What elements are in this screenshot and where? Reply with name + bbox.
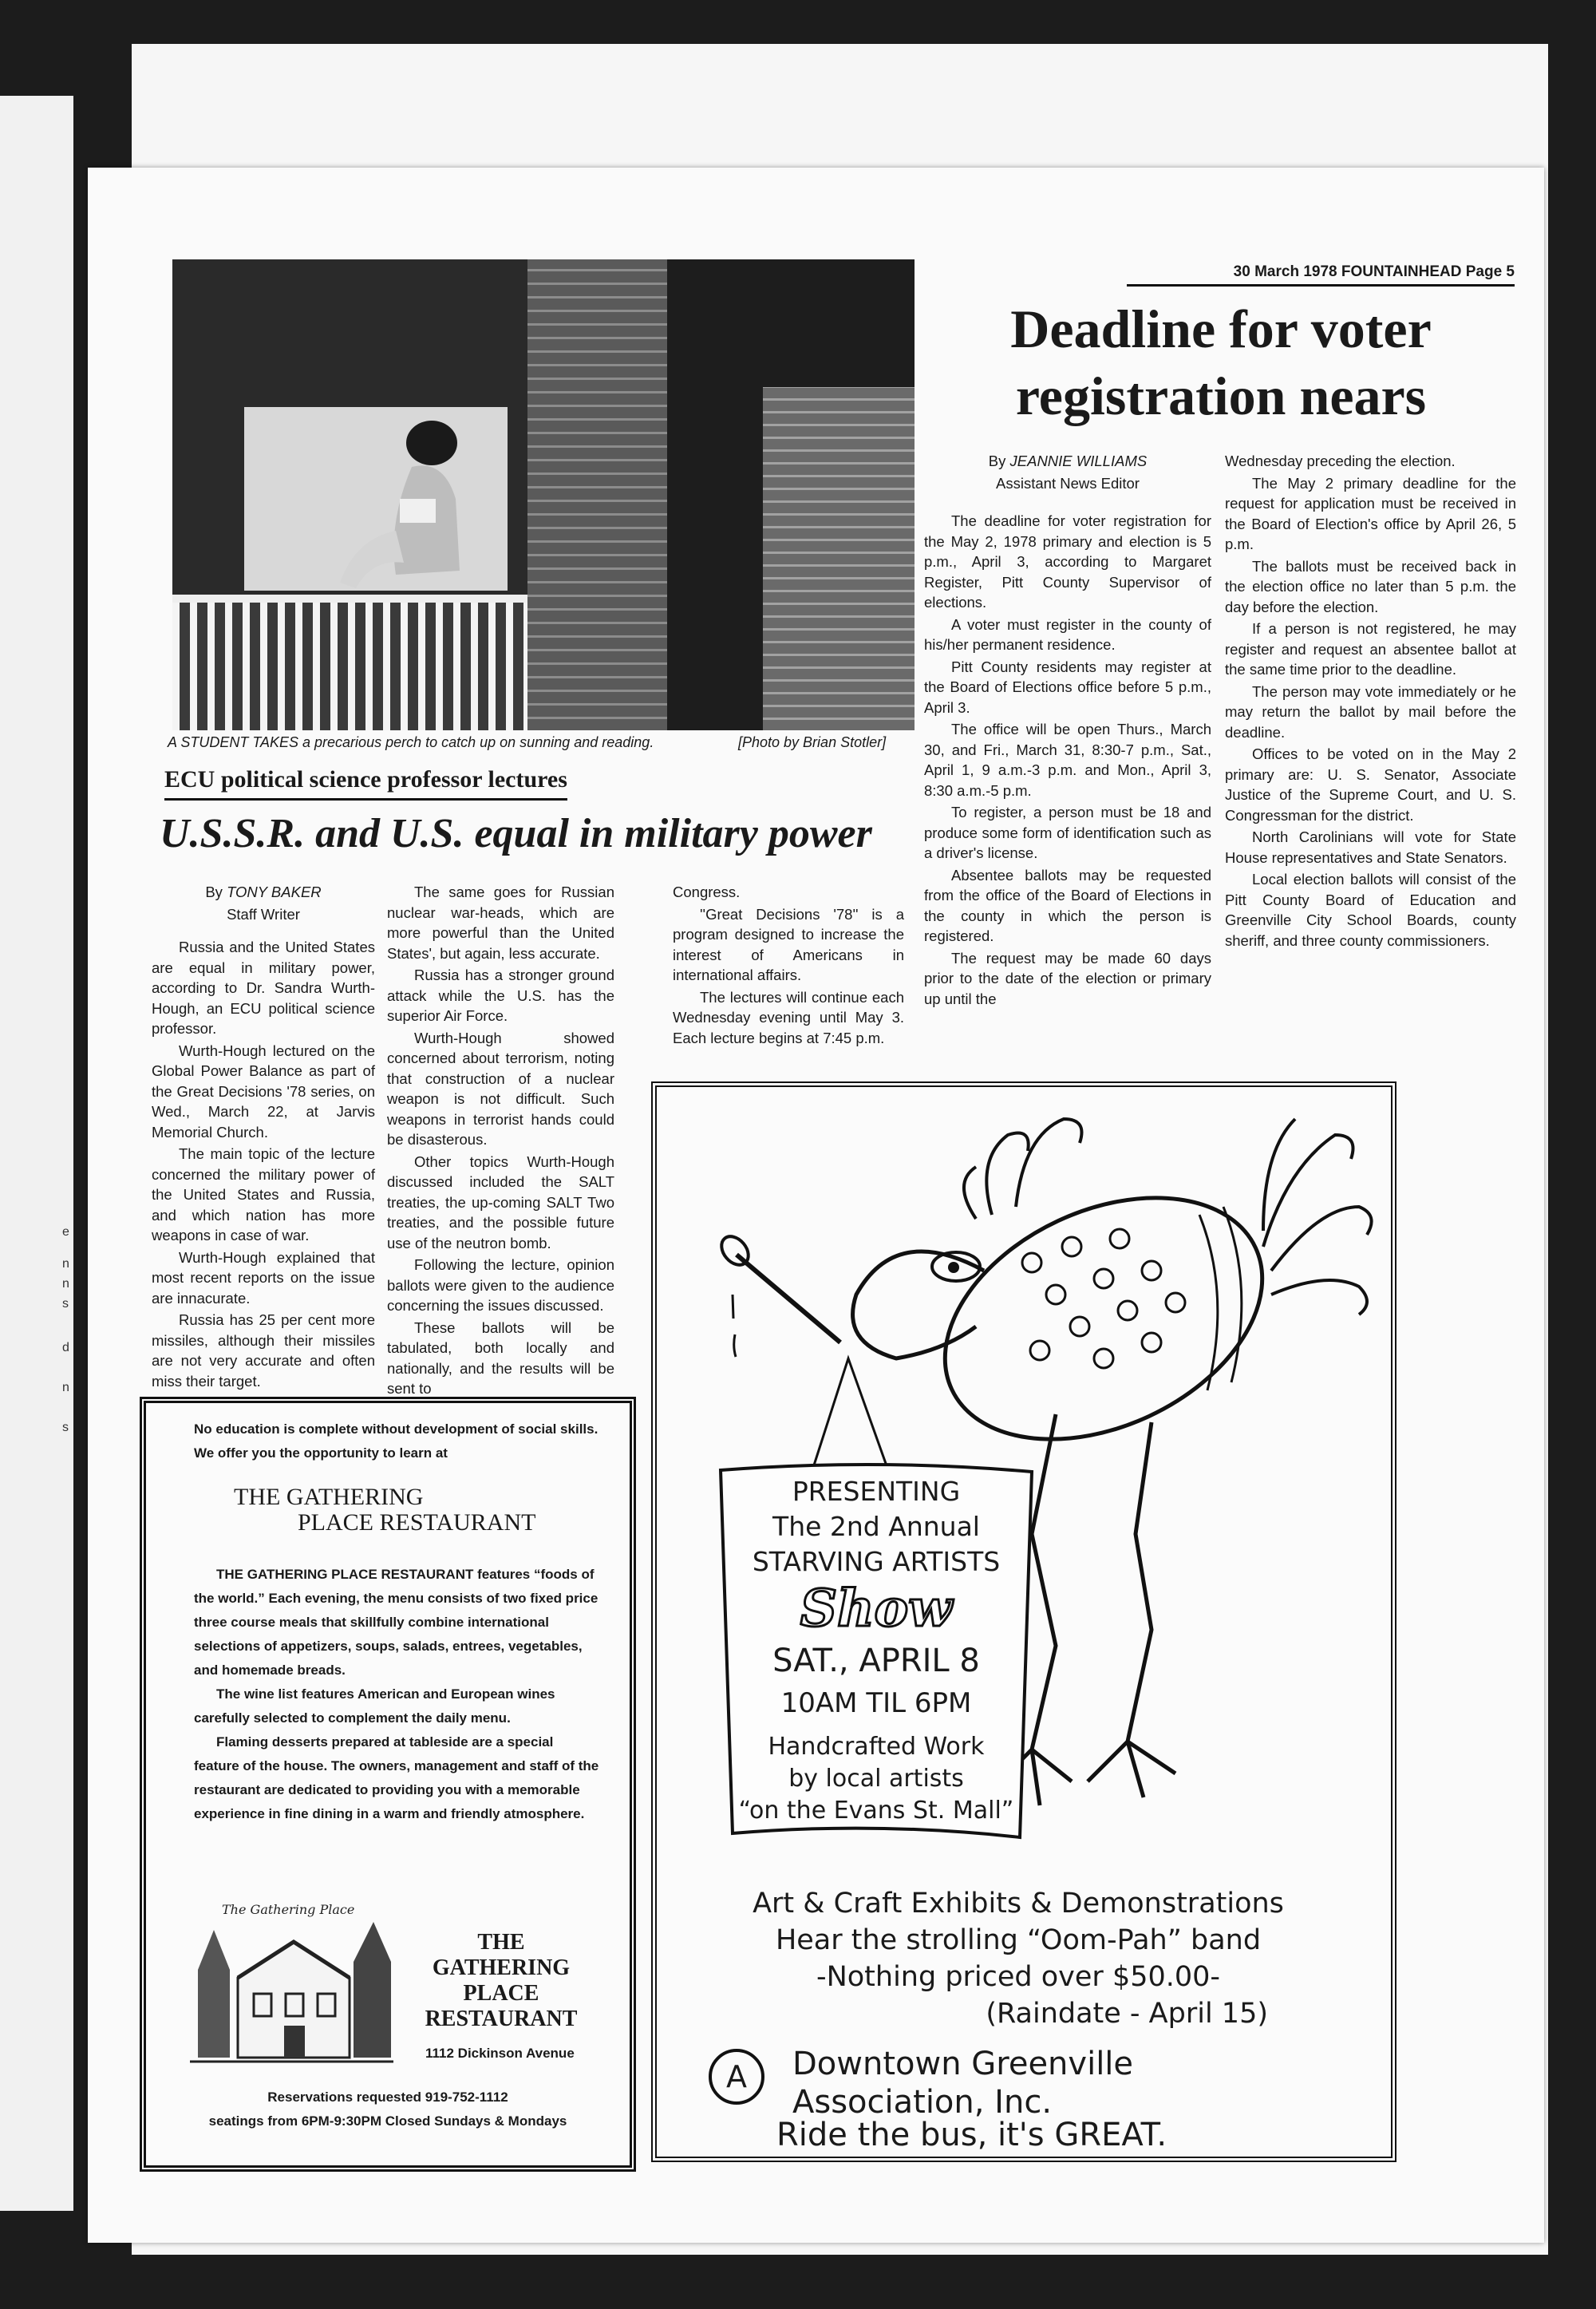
military-author: TONY BAKER (227, 884, 322, 900)
voter-headline: Deadline for voter registration nears (1010, 299, 1432, 426)
left-page-fragment: s (62, 1421, 69, 1434)
left-page-edge (0, 96, 73, 2211)
photo-right-panel (667, 259, 915, 730)
restaurant-reservations: Reservations requested 919-752-1112 (267, 2090, 508, 2105)
restaurant-hours: seatings from 6PM-9:30PM Closed Sundays & Mondays (208, 2113, 567, 2129)
newspaper-page (88, 168, 1544, 2243)
voter-paragraph: The request may be made 60 days prior to the date of the election or primary up until the (924, 949, 1211, 1007)
voter-paragraph: To register, a person must be 18 and produce some form of identification such as a driver's license. (924, 804, 1211, 861)
military-paragraph: The same goes for Russian nuclear war-heads, which are more powerful than the United States', but again, less accurate. (387, 884, 614, 962)
military-paragraph: Other topics Wurth-Hough discussed included the SALT treaties, the up-coming SALT Two treaties, and the possible future use of the neutron bomb. (387, 1153, 614, 1251)
military-headline: U.S.S.R. and U.S. equal in military power (160, 811, 872, 856)
voter-paragraph: Offices to be voted on in the May 2 primary are: U. S. Senator, Associate Justice of the Supreme Court, and U. S. Congressman for the district. (1225, 745, 1516, 824)
sketch-label: The Gathering Place (222, 1902, 355, 1917)
photo-caption: A STUDENT TAKES a precarious perch to catch up on sunning and reading. (168, 734, 654, 750)
military-paragraph: ''Great Decisions '78'' is a program designed to increase the interest of Americans in international affairs. (673, 905, 904, 983)
restaurant-description: THE GATHERING PLACE RESTAURANT features “foods of the world.” Each evening, the menu consists of two fixed price three course meals that skillfully combine international selections of appetizers, soups, salads, entrees, vegetables, and homemade breads. The wine list features American and European wines carefully selected to complement the daily menu. Flaming desserts prepared at tableside are a special feature of the house. The owners, management and staff of the restaurant are dedicated to providing you with a memorable experience in fine dining in a warm and friendly atmosphere. (194, 1567, 599, 1821)
photo-porch-railing (172, 595, 527, 730)
military-paragraph: Wurth-Hough lectured on the Global Power Balance as part of the Great Decisions '78 series, on Wed., March 22, at Jarvis Memorial Church. (152, 1042, 375, 1141)
ad-details: Art & Craft Exhibits & Demonstrations Hear the strolling “Oom-Pah” band -Nothing priced over $50.00- (Raindate - April 15) (753, 1888, 1284, 2030)
voter-paragraph: Pitt County residents may register at the Board of Elections office before 5 p.m., April 3. (924, 658, 1211, 716)
voter-author: JEANNIE WILLIAMS (1009, 453, 1148, 469)
event-date: SAT., APRIL 8 (772, 1643, 980, 1679)
military-paragraph: The main topic of the lecture concerned the military power of the United States and Russia, and which nation has more weapons in case of war. (152, 1145, 375, 1243)
voter-paragraph: The ballots must be received back in the election office no later than 5 p.m. the day before the election. (1225, 557, 1516, 615)
student-photo (172, 259, 915, 730)
event-time: 10AM TIL 6PM (780, 1687, 972, 1719)
left-page-fragment: s (62, 1297, 69, 1311)
voter-column-2 (1225, 451, 1516, 952)
banner-text: PRESENTING The 2nd Annual STARVING ARTISTS Show SAT., APRIL 8 10AM TIL 6PM Handcrafted Work by local artists “on the Evans St. Mall” (733, 1474, 1020, 1827)
photo-credit: [Photo by Brian Stotler] (738, 734, 887, 750)
voter-continuation: Wednesday preceding the election. (1225, 453, 1456, 469)
restaurant-ad (140, 1397, 636, 2172)
left-page-fragment: e (62, 1225, 69, 1239)
military-paragraph: Russia has a stronger ground attack while the U.S. has the superior Air Force. (387, 967, 614, 1024)
military-paragraph: Following the lecture, opinion ballots were given to the audience concerning the issues discussed. (387, 1256, 614, 1314)
military-paragraph: These ballots will be tabulated, both locally and nationally, and the results will be sent to (387, 1319, 614, 1397)
military-byline: By TONY BAKER (205, 884, 322, 900)
voter-byline: By JEANNIE WILLIAMS (988, 453, 1148, 469)
photo-brick-wall (527, 259, 667, 730)
photo-wall (763, 387, 915, 730)
voter-paragraph: Local election ballots will consist of the Pitt County Board of Education and Greenville City School Boards, county sheriff, and three county commissioners. (1225, 871, 1516, 949)
military-column-2 (387, 882, 614, 1401)
left-page-fragment: n (62, 1381, 69, 1394)
restaurant-address: 1112 Dickinson Avenue (425, 2046, 575, 2061)
military-paragraph: The lectures will continue each Wednesday evening until May 3. Each lecture begins at 7:45 p.m. (673, 988, 904, 1046)
page-folio: 30 March 1978 FOUNTAINHEAD Page 5 (1127, 263, 1515, 287)
voter-paragraph: The May 2 primary deadline for the request for application must be received in the Board of Election's office by April 26, 5 p.m. (1225, 474, 1516, 552)
military-author-title: Staff Writer (227, 905, 300, 923)
military-kicker: ECU political science professor lectures (164, 766, 567, 801)
left-page-fragment: n (62, 1277, 69, 1291)
military-paragraph: Russia has 25 per cent more missiles, although their missiles are not very accurate and often miss their target. (152, 1311, 375, 1390)
military-paragraph: Wurth-Hough showed concerned about terrorism, noting that construction of a nuclear weapon is not difficult. Such weapons in terrorist hands could be disasterous. (387, 1029, 614, 1148)
starving-artists-ad (651, 1081, 1396, 2162)
left-page-fragment: n (62, 1257, 69, 1271)
voter-author-title: Assistant News Editor (996, 474, 1140, 492)
voter-paragraph: The person may vote immediately or he may return the ballot by mail before the deadline. (1225, 682, 1516, 741)
military-column-3 (673, 882, 904, 1050)
association-logo: A (709, 2049, 764, 2105)
voter-paragraph: Absentee ballots may be requested from the office of the Board of Elections in the county in which the person is registered. (924, 866, 1211, 944)
voter-paragraph: If a person is not registered, he may register and request an absentee ballot at the same time prior to the deadline. (1225, 620, 1516, 678)
military-paragraph: Russia and the United States are equal in military power, according to Dr. Sandra Wurth-Hough, an ECU political science professor. (152, 939, 375, 1037)
voter-paragraph: The office will be open Thurs., March 30, and Fri., March 31, 8:30-7 p.m., Sat., April 1, 9 a.m.-3 p.m. and Mon., April 3, 8:30 a.m.-5 p.m. (924, 721, 1211, 799)
restaurant-logo: THE GATHERING PLACE RESTAURANT (425, 1930, 578, 2031)
photo-left-panel (172, 259, 667, 730)
restaurant-name: THE GATHERING PLACE RESTAURANT (234, 1484, 536, 1536)
voter-paragraph: A voter must register in the county of his/her permanent residence. (924, 615, 1211, 653)
left-page-fragment: d (62, 1341, 69, 1354)
military-paragraph: Wurth-Hough explained that most recent reports on the issue are innacurate. (152, 1248, 375, 1307)
bus-slogan: Ride the bus, it's GREAT. (776, 2117, 1167, 2153)
voter-column-1 (924, 451, 1211, 1010)
military-continuation: Congress. (673, 884, 741, 900)
show-word: Show (800, 1579, 953, 1639)
sponsor: Downtown Greenville Association, Inc. (792, 2046, 1134, 2121)
student-figure (324, 411, 508, 595)
restaurant-intro: No education is complete without development of social skills. We offer you the opportunity to learn at (194, 1421, 598, 1461)
voter-paragraph: North Carolinians will vote for State House representatives and State Senators. (1225, 828, 1516, 866)
military-column-1 (152, 882, 375, 1393)
voter-paragraph: The deadline for voter registration for the May 2, 1978 primary and election is 5 p.m., April 3, according to Margaret Register, Pitt County Supervisor of elections. (924, 512, 1211, 611)
restaurant-sketch (190, 1898, 393, 2066)
